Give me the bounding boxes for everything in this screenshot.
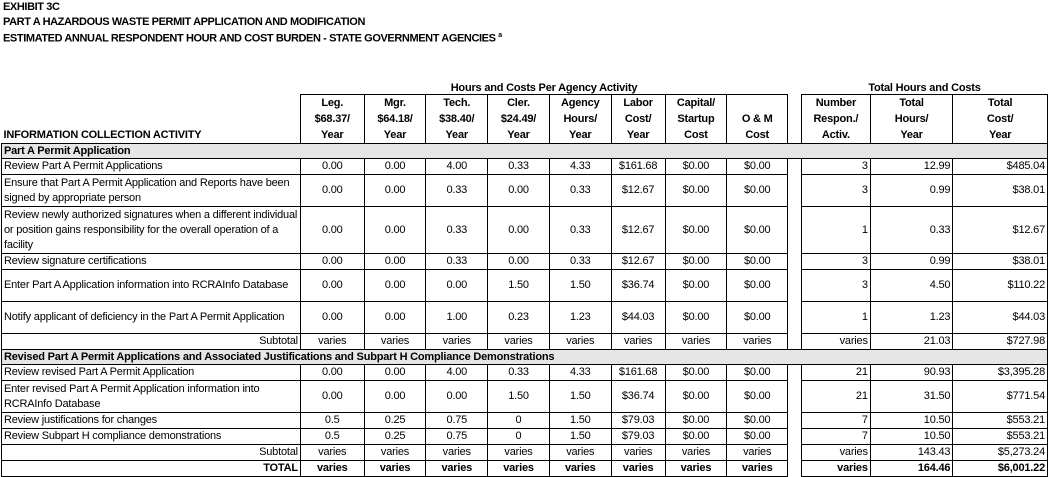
- column-header: [953, 95, 1048, 144]
- table-row: [2, 365, 1048, 381]
- value-cell: varies: [426, 334, 488, 350]
- column-header-line: $68.37/: [314, 113, 350, 125]
- footnote-mark: a: [498, 32, 502, 39]
- value-cell: 3: [801, 254, 870, 270]
- activity-cell: Review justifications for changes: [2, 413, 301, 429]
- value-cell: 0: [488, 413, 550, 429]
- value-cell: 21: [801, 381, 870, 413]
- section-header-row: [2, 350, 1048, 365]
- value-cell: 0.00: [300, 254, 364, 270]
- value-cell: $38.01: [953, 175, 1048, 207]
- column-header-line: Agency: [560, 97, 600, 109]
- activity-cell: Review Part A Permit Applications: [2, 159, 301, 175]
- value-cell: varies: [801, 461, 870, 477]
- value-cell: $0.00: [665, 175, 727, 207]
- column-header-line: Cost: [684, 129, 708, 141]
- value-cell: 3: [801, 270, 870, 302]
- column-header-line: Cler.: [507, 97, 530, 109]
- value-cell: 1.23: [870, 302, 953, 334]
- value-cell: varies: [364, 334, 426, 350]
- total-row: [2, 461, 1048, 477]
- value-cell: 1.00: [426, 302, 488, 334]
- value-cell: 1.50: [488, 381, 550, 413]
- value-cell: $0.00: [727, 159, 788, 175]
- column-header: [870, 95, 953, 144]
- value-cell: $0.00: [727, 413, 788, 429]
- group-total-header: Total Hours and Costs: [868, 82, 981, 94]
- value-cell: $485.04: [953, 159, 1048, 175]
- column-header-line: Activ.: [821, 129, 850, 141]
- value-cell: 0.00: [488, 207, 550, 254]
- activity-cell: Review signature certifications: [2, 254, 301, 270]
- table-row: [2, 270, 1048, 302]
- group-header-row: [2, 79, 1048, 95]
- section-title: Revised Part A Permit Applications and Associated Justifications and Subpart H Compliance Demonstrations: [2, 350, 1048, 365]
- column-header: [426, 95, 488, 144]
- value-cell: 1.50: [549, 270, 611, 302]
- value-cell: 4.33: [549, 159, 611, 175]
- column-header-line: Capital/: [676, 97, 715, 109]
- value-cell: $727.98: [953, 334, 1048, 350]
- value-cell: $0.00: [665, 302, 727, 334]
- value-cell: 0.5: [300, 429, 364, 445]
- value-cell: $38.01: [953, 254, 1048, 270]
- activity-cell: Notify applicant of deficiency in the Part A Permit Application: [2, 302, 301, 334]
- value-cell: 0.33: [488, 159, 550, 175]
- value-cell: 90.93: [870, 365, 953, 381]
- column-header-line: Year: [507, 129, 530, 141]
- burden-table: [1, 79, 1048, 477]
- activity-cell: Ensure that Part A Permit Application and Reports have been signed by appropriate person: [2, 175, 301, 207]
- activity-cell: Review newly authorized signatures when a different individual or position gains responsibility for the overall operation of a facility: [2, 207, 301, 254]
- value-cell: 0.99: [870, 254, 953, 270]
- value-cell: 0.33: [549, 254, 611, 270]
- value-cell: 1.50: [549, 429, 611, 445]
- value-cell: 0.00: [300, 175, 364, 207]
- column-header-line: Year: [569, 129, 592, 141]
- value-cell: $6,001.22: [953, 461, 1048, 477]
- activity-cell: Enter revised Part A Permit Application information into RCRAInfo Database: [2, 381, 301, 413]
- value-cell: $0.00: [727, 254, 788, 270]
- value-cell: $0.00: [665, 159, 727, 175]
- column-header-line: Labor: [623, 97, 653, 109]
- value-cell: varies: [727, 461, 788, 477]
- value-cell: 0.33: [426, 207, 488, 254]
- value-cell: $12.67: [953, 207, 1048, 254]
- column-header-line: $38.40/: [439, 113, 475, 125]
- table-row: [2, 413, 1048, 429]
- value-cell: varies: [488, 445, 550, 461]
- value-cell: $0.00: [727, 302, 788, 334]
- value-cell: varies: [488, 461, 550, 477]
- value-cell: $161.68: [611, 365, 665, 381]
- value-cell: $79.03: [611, 413, 665, 429]
- value-cell: 0.33: [870, 207, 953, 254]
- value-cell: 0.33: [426, 254, 488, 270]
- value-cell: $0.00: [727, 270, 788, 302]
- activity-cell: Review revised Part A Permit Application: [2, 365, 301, 381]
- activity-cell: TOTAL: [2, 461, 301, 477]
- exhibit-label: EXHIBIT 3C: [3, 1, 60, 13]
- value-cell: $0.00: [665, 254, 727, 270]
- value-cell: varies: [611, 334, 665, 350]
- value-cell: 0.00: [300, 207, 364, 254]
- value-cell: 0.00: [300, 302, 364, 334]
- exhibit-title: PART A HAZARDOUS WASTE PERMIT APPLICATION AND MODIFICATION: [3, 16, 365, 28]
- value-cell: $0.00: [665, 413, 727, 429]
- value-cell: $0.00: [727, 175, 788, 207]
- column-header-line: Total: [899, 97, 924, 109]
- activity-cell: Review Subpart H compliance demonstrations: [2, 429, 301, 445]
- column-header-line: Total: [987, 97, 1013, 109]
- value-cell: 0.00: [364, 270, 426, 302]
- value-cell: $12.67: [611, 254, 665, 270]
- value-cell: 0.25: [364, 413, 426, 429]
- value-cell: $3,395.28: [953, 365, 1048, 381]
- value-cell: 31.50: [870, 381, 953, 413]
- value-cell: 1.50: [488, 270, 550, 302]
- value-cell: 4.00: [426, 365, 488, 381]
- value-cell: varies: [665, 445, 727, 461]
- value-cell: varies: [665, 461, 727, 477]
- value-cell: $0.00: [665, 429, 727, 445]
- table-body: [2, 144, 1048, 477]
- value-cell: 10.50: [870, 413, 953, 429]
- value-cell: 10.50: [870, 429, 953, 445]
- column-header-line: Year: [988, 129, 1012, 141]
- value-cell: varies: [549, 445, 611, 461]
- value-cell: 0.75: [426, 413, 488, 429]
- table-row: [2, 381, 1048, 413]
- value-cell: 1.50: [549, 413, 611, 429]
- value-cell: 0.00: [488, 175, 550, 207]
- value-cell: varies: [426, 445, 488, 461]
- column-header-line: $64.18/: [377, 113, 413, 125]
- column-header-row: [2, 95, 1048, 144]
- value-cell: 0.00: [300, 381, 364, 413]
- group-agency-header: Hours and Costs Per Agency Activity: [450, 82, 638, 94]
- activity-cell: Enter Part A Application information into RCRAInfo Database: [2, 270, 301, 302]
- value-cell: varies: [364, 445, 426, 461]
- value-cell: $0.00: [727, 207, 788, 254]
- column-header-line: Year: [383, 129, 407, 141]
- value-cell: 0.33: [549, 207, 611, 254]
- column-header-line: Year: [321, 129, 344, 141]
- value-cell: 0.00: [300, 159, 364, 175]
- table-row: [2, 207, 1048, 254]
- column-header: [665, 95, 727, 144]
- column-header-line: Mgr.: [384, 97, 406, 109]
- value-cell: 12.99: [870, 159, 953, 175]
- value-cell: varies: [426, 461, 488, 477]
- column-header: [727, 95, 788, 144]
- value-cell: 0.5: [300, 413, 364, 429]
- value-cell: $0.00: [665, 365, 727, 381]
- column-header-line: $24.49/: [500, 113, 537, 125]
- value-cell: varies: [300, 461, 364, 477]
- value-cell: varies: [611, 445, 665, 461]
- value-cell: 143.43: [870, 445, 953, 461]
- value-cell: 0.33: [426, 175, 488, 207]
- value-cell: 4.50: [870, 270, 953, 302]
- exhibit-subtitle: [3, 32, 502, 45]
- value-cell: 0.99: [870, 175, 953, 207]
- column-header: [549, 95, 611, 144]
- value-cell: 0.23: [488, 302, 550, 334]
- value-cell: $553.21: [953, 413, 1048, 429]
- value-cell: varies: [801, 334, 870, 350]
- value-cell: $771.54: [953, 381, 1048, 413]
- value-cell: 0.75: [426, 429, 488, 445]
- value-cell: 0.33: [488, 365, 550, 381]
- value-cell: 1.50: [549, 381, 611, 413]
- column-header-line: O & M: [741, 113, 773, 125]
- column-header-line: Year: [900, 129, 923, 141]
- value-cell: varies: [727, 445, 788, 461]
- value-cell: 4.33: [549, 365, 611, 381]
- column-header-line: Number: [815, 97, 857, 109]
- value-cell: 0.00: [426, 270, 488, 302]
- value-cell: 21.03: [870, 334, 953, 350]
- value-cell: 0.00: [364, 175, 426, 207]
- value-cell: 0.25: [364, 429, 426, 445]
- value-cell: varies: [727, 334, 788, 350]
- value-cell: varies: [801, 445, 870, 461]
- column-header-line: Hours/: [563, 113, 598, 125]
- column-header: [488, 95, 550, 144]
- value-cell: varies: [549, 461, 611, 477]
- value-cell: $79.03: [611, 429, 665, 445]
- value-cell: 0.00: [300, 365, 364, 381]
- value-cell: $5,273.24: [953, 445, 1048, 461]
- value-cell: 0.00: [426, 381, 488, 413]
- column-header-line: [727, 95, 787, 111]
- value-cell: $110.22: [953, 270, 1048, 302]
- value-cell: $0.00: [665, 381, 727, 413]
- activity-column-header: INFORMATION COLLECTION ACTIVITY: [3, 129, 202, 141]
- value-cell: $161.68: [611, 159, 665, 175]
- activity-cell: Subtotal: [2, 445, 301, 461]
- value-cell: $0.00: [727, 429, 788, 445]
- value-cell: 0.00: [488, 254, 550, 270]
- table-row: [2, 302, 1048, 334]
- value-cell: $12.67: [611, 175, 665, 207]
- activity-cell: Subtotal: [2, 334, 301, 350]
- value-cell: 0.00: [364, 381, 426, 413]
- value-cell: 4.00: [426, 159, 488, 175]
- value-cell: 7: [801, 413, 870, 429]
- value-cell: $0.00: [665, 270, 727, 302]
- section-title: Part A Permit Application: [2, 144, 1048, 159]
- value-cell: $0.00: [727, 381, 788, 413]
- subtotal-row: [2, 334, 1048, 350]
- column-header-line: Year: [445, 129, 468, 141]
- value-cell: varies: [611, 461, 665, 477]
- value-cell: varies: [364, 461, 426, 477]
- value-cell: 0.00: [364, 159, 426, 175]
- column-header: [801, 95, 870, 144]
- value-cell: varies: [300, 334, 364, 350]
- column-header: [611, 95, 665, 144]
- table-row: [2, 254, 1048, 270]
- table-row: [2, 159, 1048, 175]
- value-cell: varies: [665, 334, 727, 350]
- value-cell: 3: [801, 159, 870, 175]
- value-cell: $44.03: [611, 302, 665, 334]
- subtotal-row: [2, 445, 1048, 461]
- value-cell: 0.00: [364, 254, 426, 270]
- value-cell: 0.00: [300, 270, 364, 302]
- column-header: [300, 95, 364, 144]
- value-cell: varies: [549, 334, 611, 350]
- value-cell: 1.23: [549, 302, 611, 334]
- table-row: [2, 175, 1048, 207]
- value-cell: $553.21: [953, 429, 1048, 445]
- value-cell: $0.00: [727, 365, 788, 381]
- value-cell: 1: [801, 302, 870, 334]
- value-cell: $36.74: [611, 381, 665, 413]
- column-header: [364, 95, 426, 144]
- value-cell: 0.00: [364, 207, 426, 254]
- section-header-row: [2, 144, 1048, 159]
- value-cell: 164.46: [870, 461, 953, 477]
- column-header-line: Year: [626, 129, 650, 141]
- value-cell: $36.74: [611, 270, 665, 302]
- column-header-line: Tech.: [443, 97, 471, 109]
- column-header-line: Respon./: [813, 113, 859, 125]
- value-cell: 0.00: [364, 365, 426, 381]
- column-header-line: Leg.: [321, 97, 344, 109]
- value-cell: 0.33: [549, 175, 611, 207]
- column-header-line: Cost: [745, 129, 770, 141]
- table-row: [2, 429, 1048, 445]
- column-header-line: Startup: [677, 113, 715, 125]
- value-cell: varies: [300, 445, 364, 461]
- value-cell: 21: [801, 365, 870, 381]
- value-cell: $12.67: [611, 207, 665, 254]
- value-cell: 1: [801, 207, 870, 254]
- value-cell: 0.00: [364, 302, 426, 334]
- value-cell: $44.03: [953, 302, 1048, 334]
- value-cell: varies: [488, 334, 550, 350]
- value-cell: 7: [801, 429, 870, 445]
- column-header-line: Hours/: [894, 113, 929, 125]
- value-cell: 0: [488, 429, 550, 445]
- column-header-line: Cost/: [624, 113, 652, 125]
- subtitle-text: ESTIMATED ANNUAL RESPONDENT HOUR AND COST BURDEN - STATE GOVERNMENT AGENCIES: [3, 32, 496, 45]
- value-cell: $0.00: [665, 207, 727, 254]
- column-header-line: Cost/: [986, 113, 1014, 125]
- value-cell: 3: [801, 175, 870, 207]
